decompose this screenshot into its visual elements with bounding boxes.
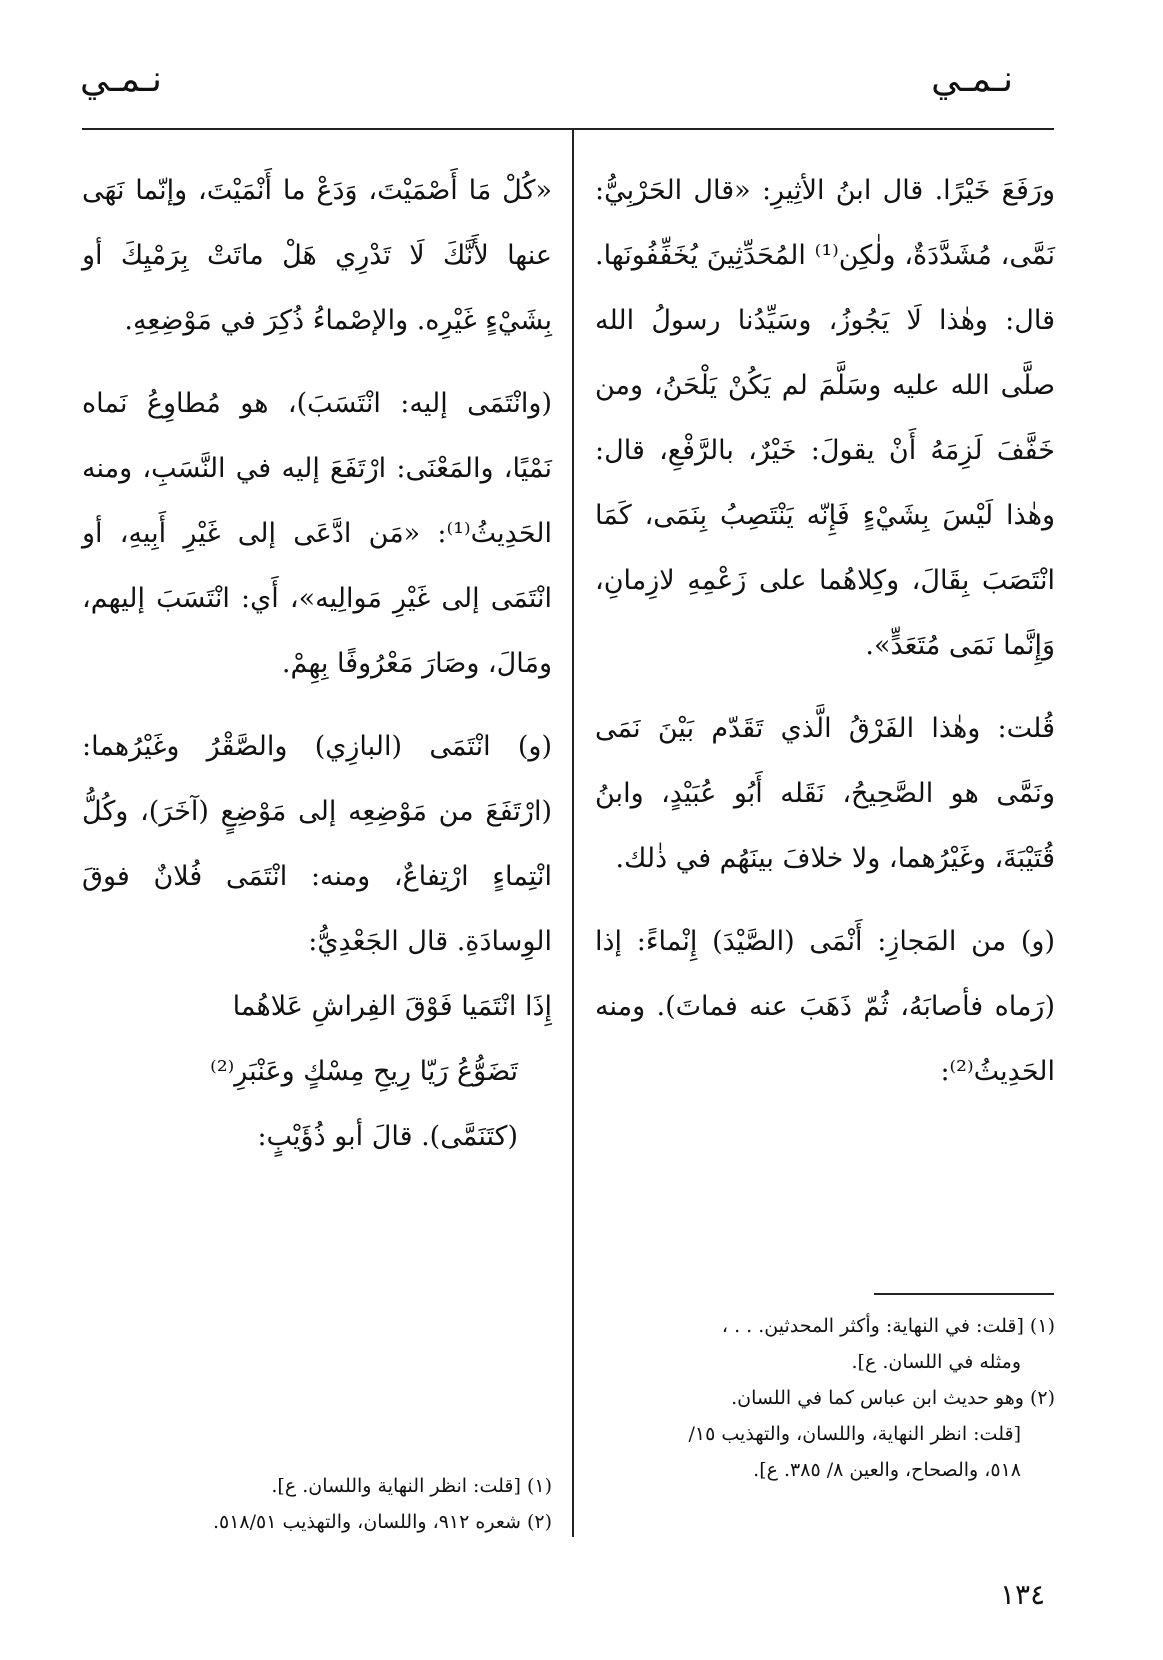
footnotes-left (82, 1468, 552, 1540)
column-divider (572, 129, 574, 1537)
left-paragraph-3: (و) انْتَمَى (البازِي) والصَّقْرُ وغَيْرُهما: (ارْتَفَعَ من مَوْضِعِه إلى مَوْضِعٍ (آخَرَ)، وكُلُّ انْتِماءٍ ارْتِفاعٌ، ومنه: انْتَمَى فُلانٌ فوقَ الوِسادَةِ. قال الجَعْدِيُّ: (82, 731, 552, 957)
header-rule (82, 128, 1054, 130)
right-paragraph-3: (و) من المَجازِ: أَنْمَى (الصَّيْدَ) إِنْماءً: إذا (رَماه فأصابَهُ، ثُمّ ذَهَبَ عنه فماتَ). ومنه الحَدِيثُ⁽²⁾: (595, 926, 1055, 1087)
right-paragraph-1: ورَفَعَ خَيْرًا. قال ابنُ الأثِيرِ: «قال الحَرْبِيُّ: نَمَّى، مُشَدَّدَةٌ، ولٰكِن⁽¹⁾ المُحَدِّثِينَ يُخَفِّفُونَها. قال: وهٰذا لَا يَجُوزُ، وسَيِّدُنا رسولُ الله صلَّى الله عليه وسَلَّمَ لم يَكُنْ يَلْحَنُ، ومن خَفَّفَ لَزِمَهُ أَنْ يقولَ: خَيْرٌ، بالرَّفْعِ، قال: وهٰذا لَيْسَ بِشَيْءٍ فَإِنّه يَنْتَصِبُ بِنَمَى، كَمَا انْتَصَبَ بِقَالَ، وكِلاهُما على زَعْمِهِ لازِمانِ، وَإِنَّما نَمَى مُتَعَدٍّ». (595, 175, 1055, 661)
footnote-line: (٢) شعره ٩١٢، واللسان، والتهذيب ٥١٨/٥١. (212, 1511, 552, 1533)
header-left-word: نـمـي (80, 59, 162, 100)
left-closing-line: (كتَنَمَّى). قالَ أبو ذُؤَيْبٍ: (257, 1121, 518, 1152)
left-column (82, 158, 552, 1169)
page-number: ١٣٤ (1000, 1578, 1046, 1611)
footnote-line: (١) [قلت: انظر النهاية واللسان. ع]. (271, 1475, 552, 1497)
left-paragraph-1: «كُلْ مَا أَصْمَيْتَ، وَدَعْ ما أَنْمَيْتَ، وإنّما نَهَى عنها لأَنَّكَ لَا تَدْرِي هَلْ ماتَتْ بِرَمْيِكَ أو بِشَيْءٍ غَيْرِه. والإصْماءُ ذُكِرَ في مَوْضِعِهِ. (82, 175, 552, 336)
footnotes-right (595, 1308, 1055, 1488)
right-column (595, 158, 1055, 1104)
footnote-line: (٢) وهو حديث ابن عباس كما في اللسان. (731, 1387, 1055, 1409)
footnote-line: (١) [قلت: في النهاية: وأكثر المحدثين. . . ، (721, 1315, 1055, 1337)
footnote-rule (874, 1293, 1054, 1295)
footnote-line: ومثله في اللسان. ع]. (851, 1351, 1021, 1373)
verse-line-1: إِذَا انْتَمَيا فَوْقَ الفِراشِ عَلاهُما (232, 991, 552, 1022)
right-paragraph-2: قُلت: وهٰذا الفَرْقُ الَّذي تَقَدّم بَيْنَ نَمَى ونَمَّى هو الصَّحِيحُ، نَقَله أَبُو عُبَيْدٍ، وابنُ قُتَيْبَةَ، وغَيْرُهما، ولا خلافَ بينَهُم في ذٰلك. (595, 713, 1055, 874)
header-right-word: نـمـي (931, 59, 1013, 100)
footnote-line: ٥١٨، والصحاح، والعين ٨/ ٣٨٥. ع]. (753, 1459, 1021, 1481)
left-paragraph-2: (وانْتَمَى إليه: انْتَسَبَ)، هو مُطاوِعُ نَماه نَمْيًا، والمَعْنَى: ارْتَفَعَ إليه في النَّسَبِ، ومنه الحَدِيثُ⁽¹⁾: «مَن ادَّعَى إلى غَيْرِ أَبِيهِ، أو انْتَمَى إلى غَيْرِ مَوالِيه»، أَي: انْتَسَبَ إليهم، ومَالَ، وصَارَ مَعْرُوفًا بِهِمْ. (82, 388, 552, 679)
footnote-line: [قلت: انظر النهاية، واللسان، والتهذيب ١٥/ (688, 1423, 1021, 1445)
verse-line-2: تَضَوُّعُ رَيّا رِيحِ مِسْكٍ وعَنْبَرِ⁽²⁾ (210, 1056, 518, 1087)
